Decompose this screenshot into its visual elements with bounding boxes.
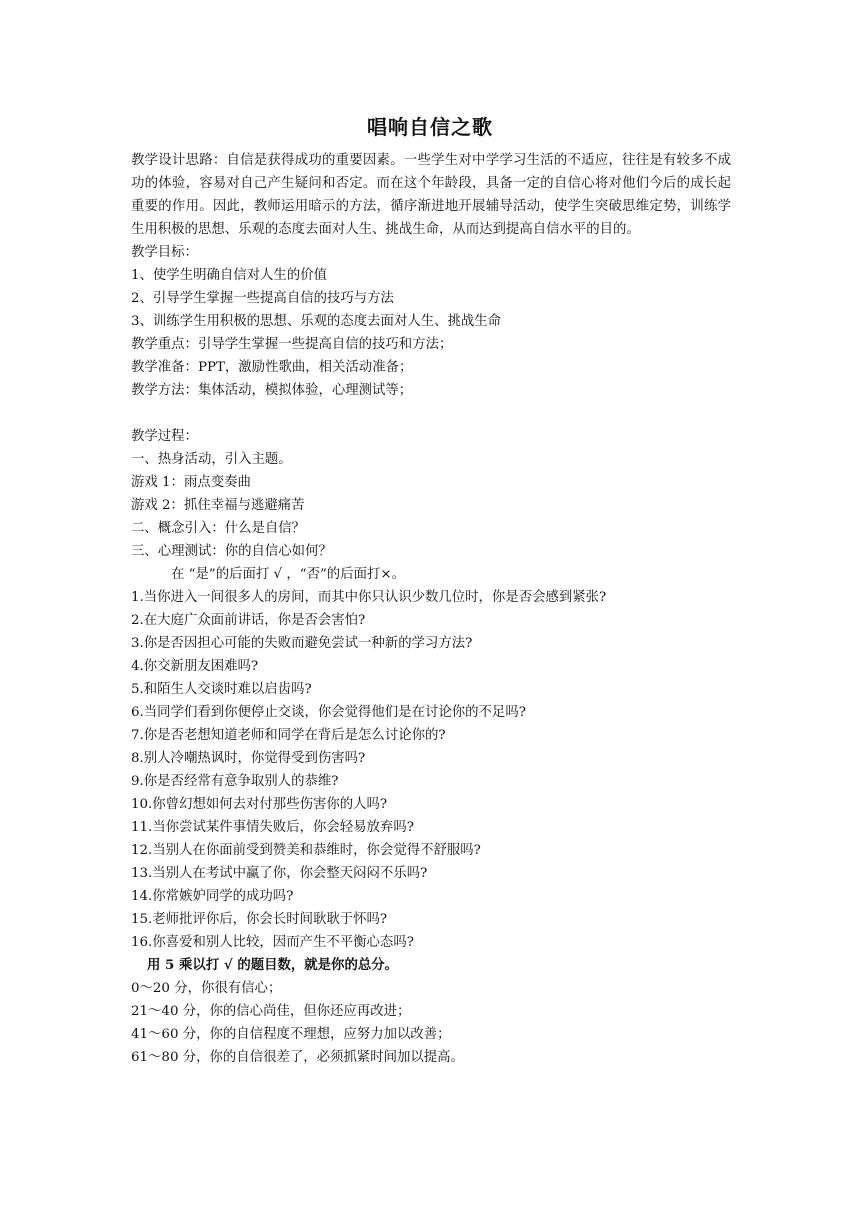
question-item: 13.当别人在考试中赢了你，你会整天闷闷不乐吗? — [131, 866, 428, 881]
question-item: 9.你是否经常有意争取别人的恭维? — [131, 774, 339, 789]
design-idea-paragraph: 教学设计思路：自信是获得成功的重要因素。一些学生对中学学习生活的不适应，往往是有较多不成功的体验，容易对自己产生疑问和否定。而在这个年龄段，具备一定的自信心将对他们今后的成长起重要的作用。因此，教师运用暗示的方法，循序渐进地开展辅导活动，使学生突破思维定势，训练学生用积极的思想、乐观的态度去面对人生、挑战生命，从而达到提高自信水平的目的。 — [131, 153, 731, 237]
score-range: 41～60 分，你的自信程度不理想，应努力加以改善； — [131, 1027, 451, 1042]
process-step: 三、心理测试：你的自信心如何？ — [131, 544, 332, 559]
question-item: 5.和陌生人交谈时难以启齿吗? — [131, 682, 312, 697]
question-item: 11.当你尝试某件事情失败后，你会轻易放弃吗? — [131, 820, 414, 835]
question-item: 3.你是否因担心可能的失败而避免尝试一种新的学习方法? — [131, 636, 473, 651]
question-item: 4.你交新朋友困难吗? — [131, 659, 259, 674]
question-item: 12.当别人在你面前受到赞美和恭维时，你会觉得不舒服吗? — [131, 843, 481, 858]
score-range: 21～40 分，你的信心尚佳，但你还应再改进； — [131, 1004, 411, 1019]
process-step: 游戏 1：雨点变奏曲 — [131, 475, 251, 490]
question-item: 16.你喜爱和别人比较，因而产生不平衡心态吗? — [131, 935, 414, 950]
question-item: 1.当你进入一间很多人的房间，而其中你只认识少数几位时，你是否会感到紧张? — [131, 590, 607, 605]
goals-heading: 教学目标： — [131, 245, 198, 260]
document-title: 唱响自信之歌 — [367, 115, 493, 139]
score-range: 61～80 分，你的自信很差了，必须抓紧时间加以提高。 — [131, 1050, 464, 1065]
method-line: 教学方法：集体活动，模拟体验，心理测试等； — [131, 383, 413, 398]
score-range: 0～20 分，你很有信心； — [131, 981, 282, 996]
process-step: 一、热身活动，引入主题。 — [131, 452, 292, 467]
question-item: 6.当同学们看到你便停止交谈，你会觉得他们是在讨论你的不足吗? — [131, 705, 526, 720]
goal-item: 3、训练学生用积极的思想、乐观的态度去面对人生、挑战生命 — [131, 314, 502, 329]
document-body — [131, 149, 731, 1069]
scoring-rule: 用 5 乘以打 √ 的题目数，就是你的总分。 — [147, 957, 399, 973]
process-heading: 教学过程： — [131, 429, 198, 444]
goal-item: 1、使学生明确自信对人生的价值 — [131, 268, 327, 283]
process-step: 二、概念引入：什么是自信？ — [131, 521, 306, 536]
question-item: 15.老师批评你后，你会长时间耿耿于怀吗? — [131, 912, 388, 927]
preparation-line: 教学准备：PPT，激励性歌曲，相关活动准备； — [131, 360, 413, 375]
question-item: 2.在大庭广众面前讲话，你是否会害怕? — [131, 613, 366, 628]
question-item: 7.你是否老想知道老师和同学在背后是怎么讨论你的? — [131, 728, 446, 743]
key-point-line: 教学重点：引导学生掌握一些提高自信的技巧和方法； — [131, 337, 453, 352]
question-item: 8.别人冷嘲热讽时，你觉得受到伤害吗? — [131, 751, 366, 766]
question-item: 10.你曾幻想如何去对付那些伤害你的人吗? — [131, 797, 388, 812]
question-item: 14.你常嫉妒同学的成功吗? — [131, 889, 294, 904]
test-instruction: 在 “是”的后面打 √ ，“否”的后面打×。 — [171, 567, 405, 582]
process-step: 游戏 2：抓住幸福与逃避痛苦 — [131, 498, 305, 513]
goal-item: 2、引导学生掌握一些提高自信的技巧与方法 — [131, 291, 394, 306]
blank-line — [131, 402, 731, 425]
